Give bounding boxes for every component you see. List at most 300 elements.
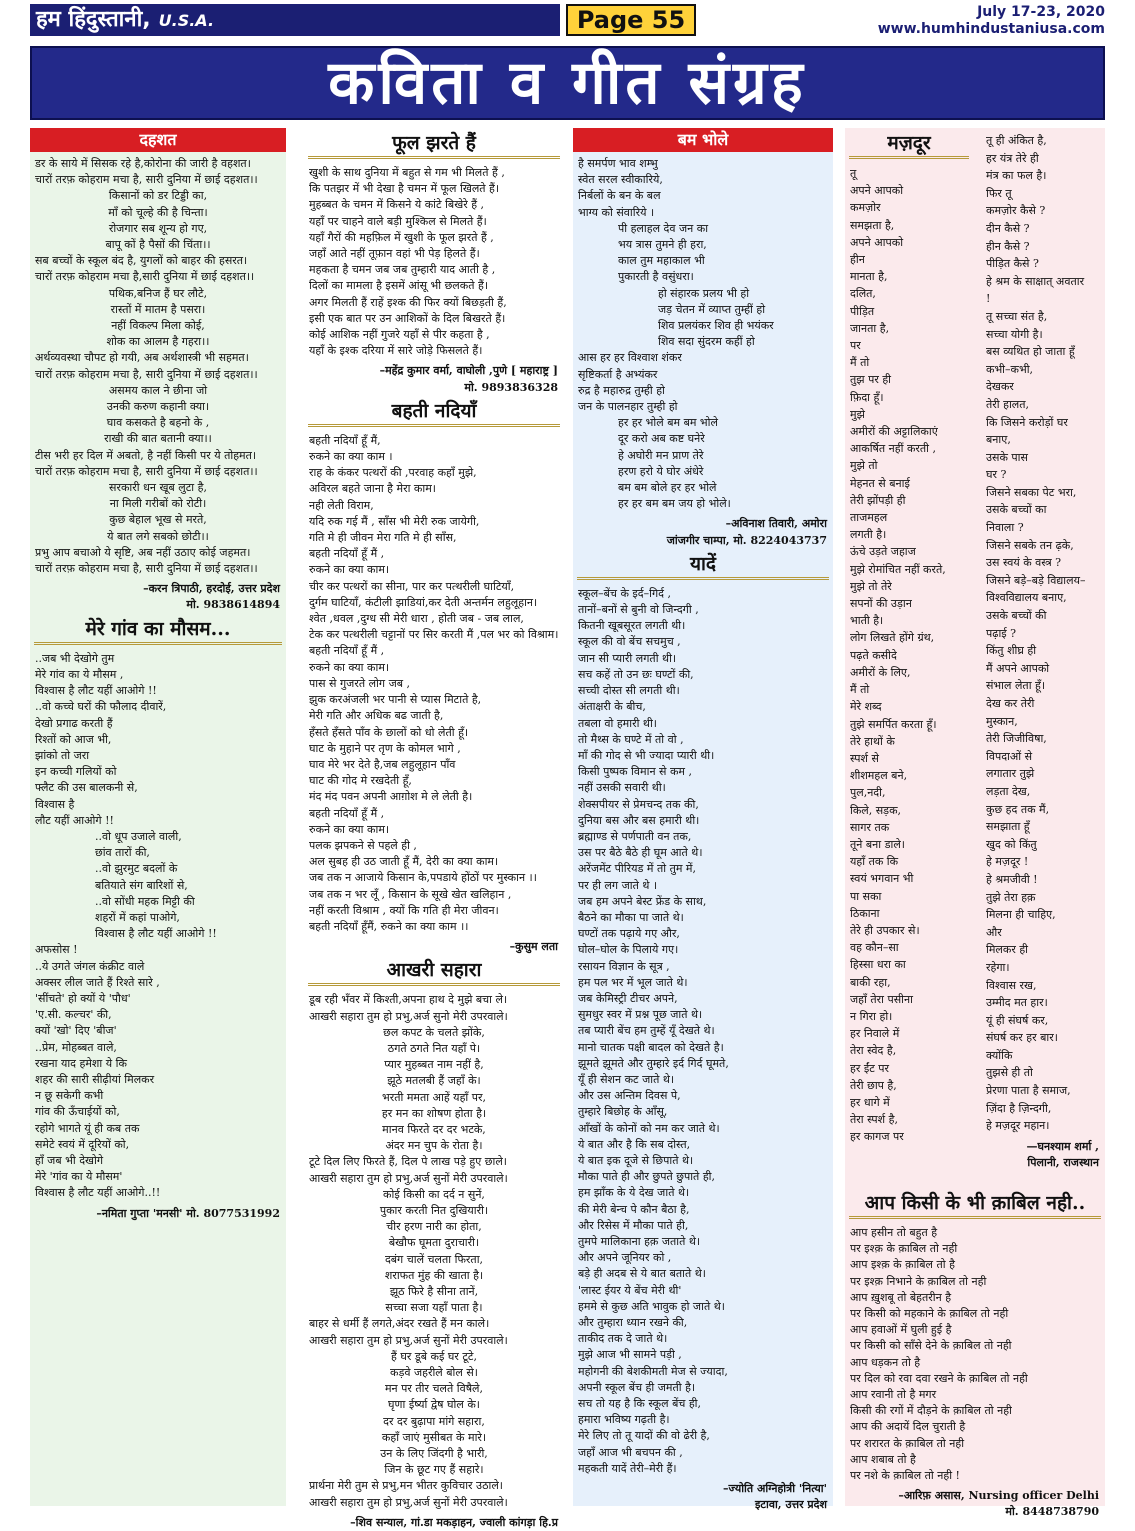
poem-line: जिन के छूट गए हैं सहारे। (384, 1463, 484, 1477)
poem-line: विश्वास है लौट यहीं आओगे..!! (35, 1186, 161, 1200)
poem-line: सच्चा सजा यहाँ पाता है। (385, 1301, 483, 1315)
poem-line: आकर्षित नहीं करती , (850, 442, 937, 456)
poem-line: कि जिसने करोड़ों घर (986, 415, 1068, 429)
poem-line: अमीरों के लिए, (850, 665, 911, 679)
poem-line: वह कौन–सा (850, 941, 899, 955)
poem-line: उसके पास (986, 450, 1028, 464)
poem-line: हर निवाले में (850, 1027, 900, 1041)
poem-line: छल कपट के चलते झोंके, (383, 1025, 485, 1039)
poem-line: पीड़ित (850, 304, 875, 318)
poem-line: किसी की रगों में दौड़ने के क़ाबिल तो नही (850, 1404, 1012, 1418)
issue-date: July 17-23, 2020 (977, 4, 1105, 20)
poem-line: हे मज़दूर महान। (986, 1119, 1050, 1133)
poem-line: देखकर (986, 380, 1014, 394)
poem-title-kabil: आप किसी के भी क़ाबिल नही.. (849, 1190, 1101, 1219)
poem-line: रिश्तों को आज भी, (35, 732, 112, 746)
poem-line: पर शरारत के क़ाबिल तो नही (850, 1436, 965, 1450)
poem-line: यहाँ के इश्क दरिया में सारे जोड़े फिसलते हैं। (309, 344, 483, 358)
poem-line: जन के पालनहार तुम्ही हो (578, 400, 678, 414)
poem-line: चारों तरफ़ कोहराम मचा है, सारी दुनिया में छाई दहशत।। (35, 562, 258, 576)
poem-line: तेरे हाथों के (850, 734, 895, 748)
poem-line: उसके बच्चों का (986, 503, 1047, 517)
poem-line: चारों तरफ़ कोहराम मचा है, सारी दुनिया में छाई दहशत।। (35, 173, 258, 187)
poem-line: रोजगार सब शून्य हो गए, (108, 221, 208, 235)
poem-line: कमज़ोर (850, 201, 881, 215)
poem-line: पर इश्क़ के क़ाबिल तो नही (850, 1242, 958, 1256)
poem-line: हीन (850, 253, 865, 267)
poem-line: मेरे शब्द (850, 700, 882, 714)
poem-line: मैं तो (850, 683, 870, 697)
poem-place-bam: जांजगीर चाम्पा, मो. 8224043737 (666, 533, 827, 547)
poem-title-yaadein: यादें (577, 551, 829, 580)
poem-line: पीड़ित कैसे ? (986, 257, 1039, 271)
poem-line: भरती ममता आहें यहाँ पर, (381, 1090, 486, 1104)
poem-line: निर्बलों के बन के बल (578, 189, 661, 203)
poem-line: की मेरी बेन्च पे कौन बैठा है, (578, 1202, 690, 1216)
poem-line: हर यंत्र तेरे ही (986, 151, 1039, 165)
poem-line: गति मे ही जीवन मेरा गति मे ही साँस, (309, 531, 457, 545)
poem-line: मुझे रोमांचित नहीं करते, (850, 562, 946, 576)
poem-line: हे अघोरी मन प्राण तेरे (618, 448, 704, 462)
poem-line: नहीं विकल्प मिला कोई, (111, 319, 205, 333)
poem-title-sahara: आखरी सहारा (308, 957, 560, 986)
poem-mobile-dahshat: मो. 9838614894 (186, 598, 280, 612)
poem-line: ताजमहल (850, 511, 888, 525)
poem-line: राह के कंकर पत्थरों की ,परवाह कहाँ मुझे, (309, 466, 477, 480)
poem-line: जब तक न भर लूँ , किसान के सूखे खेत खलिहान , (309, 887, 512, 901)
poem-line: दूर करो अब कष्ट घनेरे (618, 432, 705, 446)
poem-line: घण्टों तक पढ़ाये गए और, (578, 927, 680, 941)
poem-line: बेखौफ घूमता दुराचारी। (388, 1236, 480, 1250)
poem-line: दिलों का मामला है इसमें आंसू भी छलकते हैं। (309, 279, 488, 293)
poem-line: पलक झपकने से पहले ही , (309, 838, 417, 852)
poem-line: 'ए.सी. कल्चर' की, (35, 1008, 112, 1022)
poem-line: रुकने का क्या काम। (309, 660, 390, 674)
poem-line: क्यों 'खो' दिए 'बीज' (35, 1024, 117, 1038)
poem-line: मुहब्बत के चमन में किसने ये कांटे बिखेरे हैं , (309, 198, 485, 212)
poem-majdoor-left (845, 128, 977, 1150)
poem-line: बहती नदियाँ हूँ मैं , (309, 644, 385, 658)
poem-line: रुकने का क्या काम। (309, 563, 390, 577)
poem-line: तेरे ही उपकार से। (850, 923, 920, 937)
poem-line: तूने बना डाले। (850, 837, 905, 851)
poem-line: पढ़ते कसीदे (850, 648, 897, 662)
poem-line: हँसते हँसते पाँव के छालों को धो लेती हूँ। (309, 725, 469, 739)
poem-line: ..प्रेम, मोहब्बत वाले, (35, 1040, 117, 1054)
poem-line: पर नशे के क़ाबिल तो नही ! (850, 1469, 960, 1483)
poem-line: ..वो सोंधी महक मिट्टी की (95, 894, 195, 908)
poem-line: स्वयं भगवान भी (850, 872, 914, 886)
poem-line: अपनी स्कूल बेंच ही जमती है। (578, 1380, 696, 1394)
poem-line: लोग लिखते होंगे ग्रंथ, (850, 631, 935, 645)
poem-line: कमज़ोर कैसे ? (986, 204, 1046, 218)
poem-line: सृष्टिकर्ता है अभ्यंकर (578, 367, 658, 381)
poem-line: बहती नदियाँ हूँमैं, रुकने का क्या काम ।। (309, 919, 469, 933)
poem-line: मंत्र का फल है। (986, 169, 1047, 183)
poem-line: बहती नदियाँ हूँ मैं , (309, 547, 385, 561)
poem-line: मैं तो (850, 356, 870, 370)
poem-body-kabil (845, 1221, 1105, 1488)
poem-line: विश्वास है (35, 797, 75, 811)
poem-line: पुकारती है वसुंधरा। (618, 270, 694, 284)
poem-line: हे श्रमजीवी ! (986, 872, 1038, 886)
poem-line: दर दर बुढ़ापा मांगे सहारा, (383, 1414, 485, 1428)
poem-line: यदि रुक गई मैं , साँस भी मेरी रुक जायेगी, (309, 514, 480, 528)
poem-line: स्वेत सरल स्वीकारिये, (578, 173, 663, 187)
poem-line: अमीरों की अट्टालिकाएं (850, 425, 938, 439)
column-1 (30, 128, 286, 1506)
poem-line: नही लेती विराम, (309, 498, 374, 512)
poem-line: शीशमहल बने, (850, 769, 908, 783)
poem-line: बहती नदियाँ हूँ मैं, (309, 433, 381, 447)
poem-line: महोगनी की बेशकीमती मेज से ज्यादा, (578, 1364, 728, 1378)
poem-body-majdoor-b (981, 128, 1105, 1139)
poem-line: तू ही अंकित है, (986, 134, 1047, 147)
poem-body-dahshat (30, 152, 286, 581)
section-banner: कविता व गीत संग्रह (30, 46, 1105, 120)
poem-line: आप धड़कन तो है (850, 1355, 921, 1369)
poem-line: लगती है। (850, 528, 887, 542)
poem-line: भाती है। (850, 614, 884, 628)
poem-line: घृणा ईर्ष्या द्वेष घोल के। (388, 1398, 480, 1412)
poem-line: यहाँ तक कि (850, 855, 899, 869)
poem-line: अंदर मन चुप के रोता है। (385, 1139, 483, 1153)
poem-line: हो संहारक प्रलय भी हो (658, 286, 750, 300)
page-number: Page 55 (566, 4, 696, 36)
poem-line: झूठ फिरे है सीना तानें, (389, 1285, 479, 1298)
poem-line: ये बात और है कि सब दोस्त, (578, 1137, 691, 1151)
poem-line: उस पर बैठे बैठे ही घूम आते थे। (578, 846, 703, 860)
poem-line: यहाँ पर चाहने वाले बड़ी मुश्किल से मिलते हैं। (309, 214, 487, 228)
poem-line: टेक कर पत्थरीली चट्टानों पर सिर करती मैं ,पल भर को विश्राम। (309, 628, 559, 642)
poem-line: ठिकाना (850, 906, 880, 920)
poem-line: तेरा स्वेद है, (850, 1044, 897, 1058)
poem-line: खुशी के साथ दुनिया में बहुत से गम भी मिलते हैं , (309, 166, 505, 179)
poem-line: माँ की गोद से भी ज्यादा प्यारी थी। (578, 748, 715, 762)
poem-line: मुस्कान, (986, 714, 1018, 728)
poem-line: अगर मिलती हैं राहें इश्क की फिर क्यों बिछड़ती हैं, (309, 295, 507, 309)
poem-line: दलित, (850, 287, 876, 301)
poem-line: मिलकर ही (986, 943, 1029, 957)
poem-line: तबला वो हमारी थी। (578, 716, 657, 730)
poem-line: तेरा स्पर्श है, (850, 1113, 898, 1127)
poem-line: तेरी झोंपड़ी ही (850, 493, 906, 507)
poem-line: पथिक,बनिज हैं घर लौटे, (108, 286, 208, 300)
poem-line: घर ? (986, 468, 1007, 482)
poem-title-bam: बम भोले (573, 128, 833, 152)
poem-line: नहीं करती विश्राम , क्यों कि गति ही मेरा जीवन। (309, 903, 499, 917)
poem-line: शहरों में कहां पाओगे, (95, 910, 180, 924)
poem-line: यहाँ गैरों की महफ़िल में खुशी के फूल झरते हैं , (309, 230, 494, 244)
poem-line: तुझे समर्पित करता हूँ। (850, 717, 937, 731)
poem-title-majdoor: मज़दूर (849, 130, 969, 159)
poem-line: आप की अदायें दिल चुराती है (850, 1420, 966, 1434)
poem-line: प्रार्थना मेरी तुम से प्रभु,मन भीतर कुविचार उठाले। (309, 1479, 503, 1493)
poem-line: पुल,नदी, (850, 786, 886, 800)
poem-line: कि पतझर में भी देखा है चमन में फूल खिलते हैं। (309, 182, 500, 196)
masthead (30, 4, 560, 36)
poem-line: मन पर तीर चलते विषैले, (384, 1382, 484, 1396)
poem-line: खुद को किंतु (986, 837, 1037, 851)
poem-line: और रिसेस में मौका पाते ही, (578, 1218, 689, 1232)
poem-line: संभाल लेता हूँ। (986, 679, 1046, 693)
poem-line: हमारा भविष्य गढ़ती है। (578, 1413, 670, 1427)
poem-line: हर मन का शोषण होता है। (381, 1106, 487, 1120)
poem-line: मुझे तो तेरे (850, 579, 892, 593)
poem-author-nadiyan: –कुसुम लता (509, 940, 558, 954)
poem-line: स्पर्श से (850, 751, 879, 765)
paper-name: हम हिंदुस्तानी, (36, 7, 151, 32)
poem-line: ताकीद तक दे जाते थे। (578, 1332, 668, 1346)
poem-line: हम पल भर में भूल जाते थे। (578, 975, 688, 989)
poem-line: दुर्गम घाटियाँ, कंटीली झाडियां,कर देती अन्तर्मन लहुलूहान। (309, 595, 538, 609)
poem-line: जहाँ आते नहीं तूफ़ान वहां भी पेड़ हिलते हैं। (309, 247, 480, 261)
poem-line: फ़िदा हूँ। (850, 390, 884, 404)
poem-line: छांव तारों की, (95, 846, 150, 860)
poem-line: कुछ हद तक मैं, (986, 802, 1050, 816)
poem-line: समेटे स्वयं में दूरियों को, (35, 1137, 130, 1151)
poem-line: जब तक न आजाये किसान के,पपडाये होंठों पर मुस्कान ।। (309, 871, 537, 885)
poem-line: समझता है, (850, 218, 895, 232)
poem-line: विपदाओं से (986, 749, 1033, 763)
poem-line: लौट यहीं आओगे !! (35, 813, 114, 827)
poem-line: सागर तक (850, 820, 890, 834)
poem-line: आखरी सहारा तुम हो प्रभु,अर्ज सुनों मेरी उपरवाले। (309, 1495, 508, 1509)
poem-line: हर ईंट पर (850, 1061, 890, 1075)
poem-line: लड़ता देख, (986, 784, 1031, 798)
poem-line: स्कूल–बेंच के इर्द–गिर्द , (578, 586, 672, 600)
column-2 (304, 128, 564, 1529)
poem-line: जानता है, (850, 321, 890, 335)
poem-line: न छू सकेगी कभी (35, 1089, 104, 1103)
poem-line: जब हम अपने बेस्ट फ्रेंड के साथ, (578, 894, 707, 908)
poem-line: अपने आपको (850, 184, 904, 198)
poem-line: हर कागज पर (850, 1130, 904, 1144)
poem-line: झूमते झूमते और तुम्हारे इर्द गिर्द घूमते, (578, 1056, 729, 1070)
poem-line: हैं घर डूबे कई घर टूटे, (391, 1349, 477, 1363)
poem-line: रहोगे भागते यूं ही कब तक (35, 1121, 140, 1135)
poem-line: झांको तो जरा (35, 748, 90, 762)
poem-line: काल तुम महाकाल भी (618, 254, 705, 268)
poem-line: टूटे दिल लिए फिरते हैं, दिल पे लाख पड़े हुए छाले। (309, 1155, 507, 1169)
poem-line: कहाँ जाएं मुसीबत के मारे। (381, 1430, 487, 1444)
poem-line: मेहनत से बनाई (850, 476, 910, 490)
poem-title-dahshat: दहशत (30, 128, 286, 152)
poem-title-phool: फूल झरते हैं (308, 130, 560, 159)
poem-line: हममे से कुछ अति भावुक हो जाते थे। (578, 1299, 725, 1313)
poem-line: चीर कर पत्थरों का सीना, पार कर पत्थरीली घाटियाँ, (309, 579, 515, 593)
poem-line: जिसने सबके तन ढ़के, (986, 538, 1074, 552)
page-header (0, 0, 1135, 42)
poem-line: अपने आपको (850, 235, 904, 249)
poem-line: ..वो झुरमुट बदलों के (95, 862, 178, 876)
poem-line: ..वो कच्चे घरों की फौलाद दीवारें, (35, 700, 167, 714)
poem-line: अंताक्षरी के बीच, (578, 700, 646, 714)
poem-line: सपनों की उड़ान (850, 597, 912, 611)
poem-line: बम बम बोले हर हर भोले (618, 481, 717, 495)
poem-line: आखरी सहारा तुम हो प्रभु,अर्ज सुनो मेरी उपरवाले। (309, 1009, 508, 1023)
poem-line: विश्वास है लौट यहीं आओगे !! (35, 684, 157, 698)
poem-line: है समर्पण भाव शम्भु (578, 157, 658, 170)
poem-line: श्वेत ,धवल ,दुग्ध सी मेरी धारा , होती जब - जब लाल, (309, 612, 524, 626)
poem-line: सच्ची दोस्त सी लगती थी। (578, 684, 680, 698)
column-3 (573, 128, 833, 1512)
poem-line: ठगते ठगते नित यहाँ पे। (387, 1041, 481, 1055)
poem-line: क्योंकि (986, 1048, 1013, 1062)
poem-line: ..वो धूप उजाले वाली, (95, 829, 182, 843)
poem-mobile-phool: मो. 9893836328 (464, 380, 558, 394)
poem-body-yaadein (573, 582, 833, 1481)
poem-line: तुझ पर ही (850, 373, 892, 387)
poem-line: आप हवाओं में घुली हुई है (850, 1323, 952, 1337)
issue-date-block (878, 4, 1105, 38)
poem-line: मेरे 'गांव का ये मौसम' (35, 1170, 123, 1184)
poem-line: शिव सदा सुंदरम कहीं हो (658, 335, 755, 349)
poem-line: रुद्र है महारुद्र तुम्ही हो (578, 383, 665, 397)
poem-line: ऊंचे उड़ते जहाज (850, 545, 916, 559)
poem-line: महकती यादें तेरी–मेरी हैं। (578, 1461, 677, 1475)
poem-line: जड़ चेतन में व्याप्त तुम्हीं हो (658, 302, 766, 316)
poem-line: प्रेरणा पाता है समाज, (986, 1084, 1071, 1098)
poem-line: तो मैथ्स के घण्टे में तो वो , (578, 732, 684, 746)
website-link[interactable]: www.humhindustaniusa.com (877, 21, 1105, 37)
poem-line: मिलना ही चाहिए, (986, 908, 1056, 922)
poem-line: स्कूल की वो बेंच सचमुच , (578, 635, 681, 649)
poem-line: कोई किसी का दर्द न सुनें, (383, 1187, 485, 1201)
poem-line: न गिरा हो। (850, 1009, 893, 1023)
poem-line: तब प्यारी बेंच हम तुम्हें यूँ देखते थे। (578, 1024, 715, 1038)
poem-line: पर (850, 339, 861, 353)
poem-line: शराफत मुंह की खाता है। (384, 1268, 484, 1282)
poem-line: तेरी हालत, (986, 397, 1030, 411)
poem-body-nadiyan (304, 429, 564, 939)
poem-line: देखो प्रगाढ करती हैं (35, 716, 113, 730)
poem-line: तू सच्चा संत है, (986, 309, 1048, 323)
poem-line: किसी पुष्पक विमान से कम , (578, 765, 693, 779)
poem-line: किंतु शीघ्र ही (986, 644, 1037, 658)
poem-line: यूँ ही सेशन कट जाते थे। (578, 1072, 675, 1086)
poem-line: प्यार मुहब्बत नाम नहीं है, (384, 1058, 484, 1072)
poem-line: ये बात इक दूजे से छिपाते थे। (578, 1153, 694, 1167)
poem-line: मुझे आज भी सामने पड़ी , (578, 1348, 682, 1362)
poem-line: बैठने का मौका पा जाते थे। (578, 910, 684, 924)
poem-line: घाट की गोद मे रखदेती हूँ, (309, 774, 412, 788)
poem-line: समझाता हूँ (986, 820, 1030, 834)
poem-line: दुनिया बस और बस हमारी थी। (578, 813, 700, 827)
poem-line: मेरी गति और अधिक बढ जाती है, (309, 709, 444, 723)
poem-line: डूब रही भँवर में किश्ती,अपना हाथ दे मुझे बचा ले। (309, 993, 508, 1007)
poem-majdoor (845, 128, 1105, 1188)
poem-line: ! (986, 292, 991, 306)
poem-line: ये बात लगे सबको छोटी।। (107, 529, 209, 543)
poem-body-bam (573, 152, 833, 516)
poem-line: शिव प्रलयंकर शिव ही भयंकर (658, 319, 774, 333)
poem-line: हर धागे में (850, 1095, 890, 1109)
poem-line: बाकी रहा, (850, 975, 891, 989)
poem-line: असमय काल ने छीना जो (108, 383, 208, 397)
poem-line: जिसने सबका पेट भरा, (986, 485, 1077, 499)
poem-line: देख कर तेरी (986, 697, 1035, 710)
poem-line: कोई आशिक नहीं गुजरे यहाँ से पीर कहता है , (309, 328, 490, 342)
poem-line: टीस भरी हर दिल में अबतो, है नहीं किसी पर ये तोहमत। (35, 448, 257, 462)
poem-line: कुछ बेहाल भूख से मरते, (109, 513, 207, 527)
poem-line: बनाए, (986, 433, 1011, 447)
poem-line: अल सुबह ही उठ जाती हूँ मैं, देरी का क्या काम। (309, 855, 499, 869)
poem-line: विश्वविद्यालय बनाए, (986, 591, 1067, 605)
poem-line: कड़वे जहरीले बोल से। (390, 1366, 478, 1380)
poem-line: घोल–घोल के पिलाये गए। (578, 943, 679, 957)
poem-line: उन के लिए जिंदगी है भारी, (380, 1447, 488, 1461)
poem-line: अर्थव्यवस्था चौपट हो गयी, अब अर्थशास्त्री भी सहमत। (35, 351, 249, 365)
poem-line: मुझे तो (850, 459, 878, 473)
poem-line: तुमपे मालिकाना हक़ जताते थे। (578, 1235, 701, 1248)
poem-line: महकता है चमन जब जब तुम्हारी याद आती है , (309, 263, 496, 277)
poem-line: शहर की सारी सीढ़ीयां मिलकर (35, 1072, 155, 1086)
poem-line: और उस अन्तिम दिवस पे, (578, 1089, 681, 1103)
poem-line: बापू कों है पैसों की चिंता।। (105, 238, 211, 252)
poem-place-yaadein: इटावा, उत्तर प्रदेश (755, 1498, 827, 1512)
poem-line: विश्वास है लौट यहीं आओगे !! (95, 927, 217, 941)
poem-body-majdoor-a (845, 161, 977, 1150)
poem-line: माँ को चूल्हे की है चिन्ता। (108, 205, 208, 219)
poem-line: और तुम्हारा ध्यान रखने की, (578, 1316, 688, 1330)
poem-line: उसके बच्चों की (986, 609, 1047, 623)
poem-line: नहीं उसकी सवारी थी। (578, 781, 666, 795)
poem-line: पर ही लग जाते थे । (578, 878, 658, 892)
poem-line: दबंग चालें चलता फिरता, (384, 1252, 484, 1266)
poem-line: तेरी जिजीविषा, (986, 732, 1047, 746)
poem-line: आप ख़ुशबू तो बेहतरीन है (850, 1290, 952, 1304)
poem-line: सच कहें तो उन छः घण्टों की, (578, 667, 694, 681)
poem-line: बाहर से धर्मी हैं लगते,अंदर रखते हैं मन काले। (309, 1317, 490, 1331)
poem-line: उस स्वयं के वस्त्र ? (986, 556, 1062, 570)
poem-line: गांव की ऊँचाईयों को, (35, 1105, 120, 1119)
poem-line: हम झाँक के ये देख जाते थे। (578, 1186, 690, 1200)
poem-line: तुझे तेरा हक़ (986, 890, 1036, 904)
poem-line: चारों तरफ़ कोहराम मचा है, सारी दुनिया में छाई दहशत।। (35, 464, 258, 478)
poem-line: तेरी छाप है, (850, 1078, 897, 1092)
poem-line: ना मिली गरीबों को रोटी। (109, 497, 207, 511)
poem-line: रुकने का क्या काम। (309, 822, 390, 836)
poem-line: संघर्ष कर हर बार। (986, 1031, 1058, 1045)
poem-line: बहती नदियाँ हूँ मैं , (309, 806, 385, 820)
poem-line: फिर तू (986, 186, 1012, 200)
poem-line: और (986, 925, 1002, 939)
poem-line: कभी–कभी, (986, 362, 1034, 376)
poem-line: मंद मंद पवन अपनी आग़ोश मे ले लेती है। (309, 790, 473, 804)
poem-line: आखरी सहारा तुम हो प्रभु,अर्ज सुनों मेरी उपरवाले। (309, 1171, 508, 1185)
poem-line: इसी एक बात पर उन आशिकों के दिल बिखरते हैं। (309, 311, 506, 325)
poem-body-sahara (304, 988, 564, 1515)
poem-line: पर किसी को महकाने के क़ाबिल तो नही (850, 1307, 1009, 1321)
poem-line: हर हर भोले बम बम भोले (618, 416, 718, 430)
poem-line: मुझे (850, 407, 865, 421)
poem-line: दीन कैसे ? (986, 221, 1030, 235)
poem-line: चीर हरण नारी का होता, (386, 1220, 482, 1234)
poem-line: आस हर हर विश्वाश शंकर (578, 351, 682, 365)
poem-author-sahara: –शिव सन्याल, गां.डा मकड़ाहन, ज्वाली कांगड़ा हि.प्र (350, 1515, 558, 1529)
poem-line: तुम्हारे बिछोह के आँसू, (578, 1105, 668, 1119)
poem-line: अक्सर लील जाते हैं रिश्ते सारे , (35, 975, 160, 989)
poem-line: मानव फिरते दर दर भटके, (382, 1122, 486, 1136)
poem-line: उम्मीद मत हार। (986, 996, 1048, 1010)
poem-line: जिसने बड़े–बड़े विद्यालय– (986, 573, 1086, 587)
column-4 (845, 128, 1105, 1519)
poem-line: रास्तों में मातम है पसरा। (110, 302, 206, 316)
poem-line: झूठे मतलबी हैं जहाँ के। (387, 1074, 481, 1088)
poem-author-gaon: –नमिता गुप्ता 'मनसी' मो. 8077531992 (96, 1206, 280, 1220)
poem-line: ब्रह्माण्ड से पर्णपाती वन तक, (578, 829, 692, 843)
